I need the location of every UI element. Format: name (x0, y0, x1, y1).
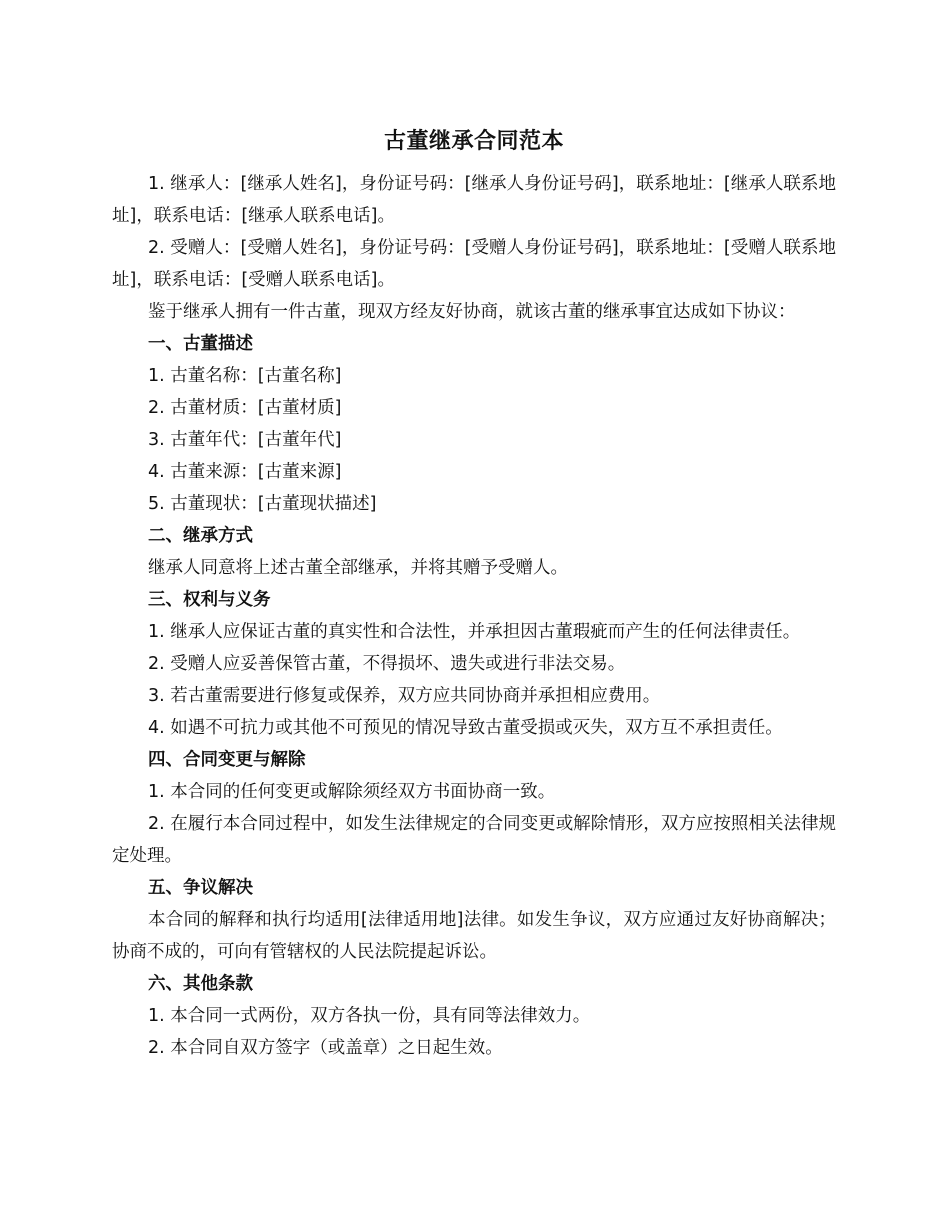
document-title: 古董继承合同范本 (383, 129, 564, 154)
section-heading: 二、继承方式 (148, 526, 253, 546)
paragraph: 2. 古董材质：[古董材质] (148, 398, 342, 418)
paragraph: 继承人同意将上述古董全部继承，并将其赠予受赠人。 (148, 558, 568, 578)
paragraph: 本合同的解释和执行均适用[法律适用地]法律。如发生争议，双方应通过友好协商解决；协商不成的，可向有管辖权的人民法院提起诉讼。 (112, 910, 836, 962)
section-heading: 三、权利与义务 (148, 590, 271, 610)
section-heading: 一、古董描述 (148, 334, 253, 354)
section-heading: 五、争议解决 (148, 878, 253, 898)
paragraph: 1. 继承人应保证古董的真实性和合法性，并承担因古董瑕疵而产生的任何法律责任。 (148, 622, 801, 642)
paragraph: 4. 如遇不可抗力或其他不可预见的情况导致古董受损或灭失，双方互不承担责任。 (148, 718, 783, 738)
document-body (112, 168, 836, 1064)
paragraph: 3. 古董年代：[古董年代] (148, 430, 342, 450)
paragraph: 3. 若古董需要进行修复或保养，双方应共同协商并承担相应费用。 (148, 686, 661, 706)
paragraph: 2. 受赠人应妥善保管古董，不得损坏、遗失或进行非法交易。 (148, 654, 626, 674)
paragraph: 1. 本合同一式两份，双方各执一份，具有同等法律效力。 (148, 1006, 591, 1026)
paragraph: 1. 继承人：[继承人姓名]，身份证号码：[继承人身份证号码]，联系地址：[继承人联系地址]，联系电话：[继承人联系电话]。 (112, 174, 836, 226)
paragraph: 鉴于继承人拥有一件古董，现双方经友好协商，就该古董的继承事宜达成如下协议： (148, 302, 796, 322)
paragraph: 1. 古董名称：[古董名称] (148, 366, 342, 386)
section-heading: 四、合同变更与解除 (148, 750, 306, 770)
section-heading: 六、其他条款 (148, 974, 253, 994)
paragraph: 2. 受赠人：[受赠人姓名]，身份证号码：[受赠人身份证号码]，联系地址：[受赠人联系地址]，联系电话：[受赠人联系电话]。 (112, 238, 836, 290)
paragraph: 4. 古董来源：[古董来源] (148, 462, 342, 482)
document-page (112, 0, 836, 1064)
paragraph: 2. 本合同自双方签字（或盖章）之日起生效。 (148, 1038, 503, 1058)
paragraph: 1. 本合同的任何变更或解除须经双方书面协商一致。 (148, 782, 556, 802)
paragraph: 5. 古董现状：[古董现状描述] (148, 494, 377, 514)
paragraph: 2. 在履行本合同过程中，如发生法律规定的合同变更或解除情形，双方应按照相关法律规定处理。 (112, 814, 836, 866)
